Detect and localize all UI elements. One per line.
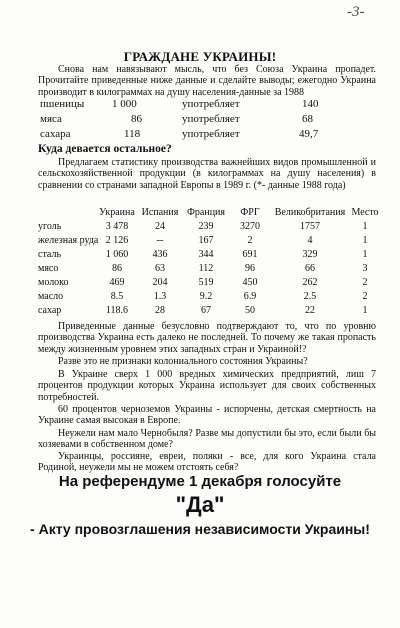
table-row (38, 305, 378, 317)
table-cell: 9.2 (199, 291, 213, 302)
table-cell: 2 (362, 291, 368, 302)
row-label: масло (38, 291, 64, 302)
table-cell: 3 478 (105, 221, 129, 232)
colonial-paragraph: Разве это не признаки колониального состояния Украины? (58, 356, 308, 367)
consumption-produced: 86 (131, 113, 142, 125)
table-cell: 344 (198, 249, 214, 260)
question-heading: Куда девается остальное? (38, 143, 172, 155)
vote-yes-text: "Да" (175, 492, 225, 517)
table-cell: 204 (152, 277, 168, 288)
table-cell: 112 (198, 263, 214, 274)
table-cell: 1 (362, 249, 368, 260)
row-label: сталь (38, 249, 62, 260)
soil-paragraph: 60 процентов черноземов Украины - испорчены, детская смертность на Украине самая высокая в Европе. (38, 404, 376, 427)
row-label: сахар (38, 305, 62, 316)
table-row (38, 277, 378, 289)
table-cell: 1757 (300, 221, 320, 232)
table-cell: 1 060 (105, 249, 129, 260)
table-header (38, 207, 378, 219)
table-cell: 2.5 (303, 291, 317, 302)
table-cell: 1.3 (153, 291, 167, 302)
consumption-row (40, 113, 370, 127)
table-row (38, 291, 378, 303)
table-cell: 63 (155, 263, 165, 274)
column-header: ФРГ (240, 207, 260, 218)
row-label: железная руда (38, 235, 99, 246)
referendum-call: На референдуме 1 декабря голосуйте (58, 473, 342, 490)
data-confirm-paragraph: Приведенные данные безусловно подтверждают то, что по уровню производства Украина есть далеко не последней. То почему же такая пропасть между жизненным уровнем этих западных стран и Украиной!? (38, 321, 376, 355)
consumption-consumed: 49,7 (299, 128, 319, 140)
column-header: Испания (141, 207, 179, 218)
table-cell: 28 (155, 305, 165, 316)
table-cell: 50 (245, 305, 255, 316)
citizens-paragraph: Украинцы, россияне, евреи, поляки - все, для кого Украина стала Родиной, неужели мы не можем отстоять себя? (38, 451, 376, 474)
consumption-produced: 1 000 (112, 98, 137, 110)
table-cell: 239 (198, 221, 214, 232)
table-cell: 691 (242, 249, 258, 260)
page-number: -3- (347, 4, 365, 20)
table-cell: 2 126 (105, 235, 129, 246)
intro-paragraph: Снова нам навязывают мысль, что без Союза Украина пропадет. Прочитайте приведенные ниже данные и сделайте выводы; ежегодно Украина производит в килограммах на душу населения-данные за 1988 (38, 64, 376, 98)
consumption-consumed: 140 (302, 98, 319, 110)
table-cell: 519 (198, 277, 214, 288)
consumption-produced: 118 (124, 128, 141, 140)
table-cell: 1 (362, 235, 368, 246)
table-cell: 118.6 (105, 305, 129, 316)
table-cell: 86 (112, 263, 122, 274)
table-cell: 450 (242, 277, 258, 288)
page-title: ГРАЖДАНЕ УКРАИНЫ! (123, 49, 277, 64)
consumption-item: сахара (40, 128, 71, 140)
table-cell: 1 (362, 221, 368, 232)
table-cell: -- (156, 235, 164, 246)
independence-act-text: - Акту провозглашения независимости Украины! (30, 521, 370, 537)
row-label: уголь (38, 221, 62, 232)
consumption-verb: употребляет (182, 98, 240, 110)
table-row (38, 221, 378, 233)
row-label: молоко (38, 277, 69, 288)
chernobyl-paragraph: Неужели нам мало Чернобыля? Разве мы допустили бы это, если были бы хозяевами в собственном доме? (38, 428, 376, 451)
table-cell: 24 (155, 221, 165, 232)
table-cell: 167 (198, 235, 214, 246)
table-cell: 8.5 (110, 291, 124, 302)
table-cell: 22 (305, 305, 315, 316)
table-cell: 1 (362, 305, 368, 316)
table-row (38, 263, 378, 275)
consumption-verb: употребляет (182, 128, 240, 140)
table-cell: 3270 (240, 221, 260, 232)
table-cell: 67 (201, 305, 211, 316)
table-cell: 2 (247, 235, 253, 246)
column-header: Украина (99, 207, 135, 218)
table-cell: 96 (245, 263, 255, 274)
table-cell: 2 (362, 277, 368, 288)
comparison-intro: Предлагаем статистику производства важнейших видов промышленной и сельскохозяйственной продукции (в килограммах на душу населения) в сравнении со странами западной Европы в 1989 г. (*- данные 1988 года) (38, 157, 376, 191)
table-cell: 3 (362, 263, 368, 274)
column-header: Франция (187, 207, 225, 218)
column-header: Место (351, 207, 379, 218)
consumption-consumed: 68 (302, 113, 313, 125)
row-label: мясо (38, 263, 59, 274)
table-row (38, 249, 378, 261)
table-cell: 66 (305, 263, 315, 274)
consumption-verb: употребляет (182, 113, 240, 125)
table-cell: 4 (307, 235, 313, 246)
table-row (38, 235, 378, 247)
column-header: Великобритания (274, 207, 346, 218)
consumption-row (40, 98, 370, 112)
consumption-row (40, 128, 370, 142)
table-cell: 329 (302, 249, 318, 260)
chemical-paragraph: В Украине сверх 1 000 вредных химических предприятий, лиш 7 процентов продукции которых Украина использует для своих собственных потребностей. (38, 369, 376, 403)
table-cell: 6.9 (243, 291, 257, 302)
table-cell: 262 (302, 277, 318, 288)
consumption-item: мяса (40, 113, 62, 125)
table-cell: 469 (109, 277, 125, 288)
table-cell: 436 (152, 249, 168, 260)
consumption-item: пшеницы (40, 98, 85, 110)
